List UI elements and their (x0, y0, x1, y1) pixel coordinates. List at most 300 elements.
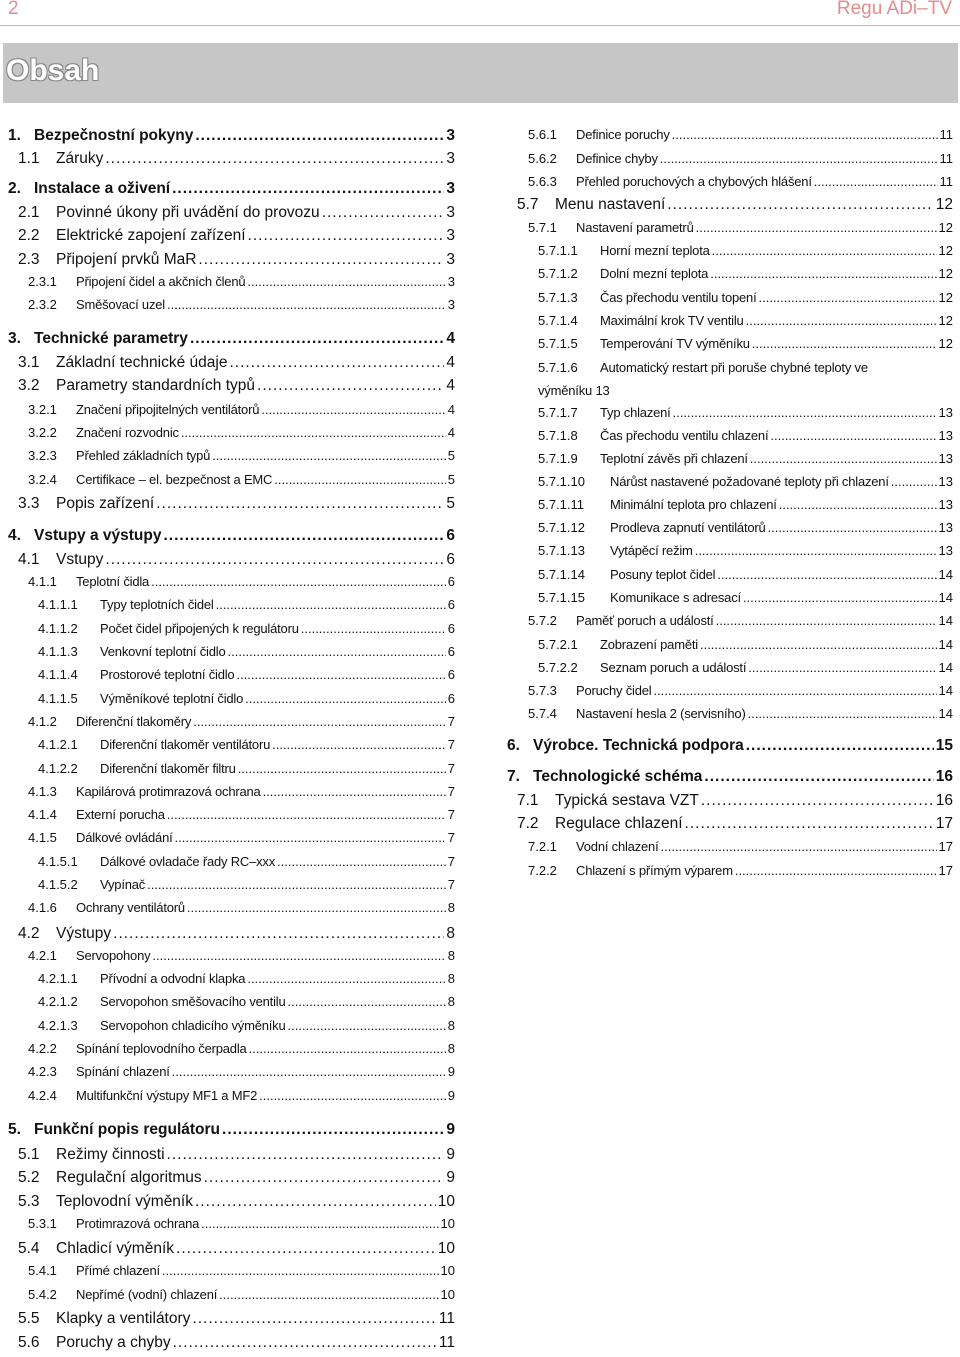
toc-entry[interactable] (538, 266, 953, 281)
toc-entry[interactable] (538, 567, 953, 582)
toc-entry-title: Klapky a ventilátory (56, 1310, 191, 1327)
toc-dot-leader (245, 691, 446, 706)
toc-entry-page: 13 (938, 451, 953, 466)
toc-entry-title: Směšovací uzel (76, 297, 165, 312)
toc-entry-page: 7 (447, 877, 455, 892)
toc-entry-number: 1. (8, 127, 21, 144)
toc-entry-number: 3.2.3 (28, 448, 57, 463)
toc-entry-title: Chlazení s přímým výparem (576, 863, 733, 878)
toc-dot-leader (164, 527, 445, 545)
toc-entry[interactable] (28, 784, 455, 799)
toc-entry[interactable] (18, 551, 455, 569)
toc-entry-number: 5.4.1 (28, 1263, 57, 1278)
toc-entry-page: 9 (446, 1121, 455, 1138)
toc-dot-leader (212, 448, 446, 463)
toc-dot-leader (167, 297, 446, 312)
toc-entry-title: Servopohon směšovacího ventilu (100, 994, 286, 1009)
toc-dot-leader (257, 377, 444, 395)
toc-entry[interactable] (538, 590, 953, 605)
toc-entry-page: 5 (446, 495, 455, 512)
toc-entry[interactable] (28, 402, 455, 417)
toc-entry-number: 7.2 (517, 815, 539, 832)
toc-entry-title: Servopohony (76, 948, 151, 963)
toc-entry[interactable] (8, 180, 455, 198)
toc-entry-number: 3. (8, 330, 21, 347)
toc-entry[interactable] (528, 839, 953, 854)
toc-entry[interactable] (28, 1088, 455, 1103)
toc-entry-number: 4.1.2.2 (38, 761, 78, 776)
toc-entry[interactable] (538, 313, 953, 328)
toc-dot-leader (667, 196, 933, 214)
toc-entry[interactable] (28, 448, 455, 463)
toc-entry[interactable] (528, 863, 953, 878)
toc-entry[interactable] (28, 574, 455, 589)
toc-entry-title: Poruchy čidel (576, 683, 652, 698)
toc-entry-title: Vstupy a výstupy (34, 527, 162, 544)
toc-entry[interactable] (38, 644, 455, 659)
toc-entry[interactable] (538, 383, 953, 398)
toc-entry-number: 4.1.2 (28, 714, 57, 729)
toc-entry[interactable] (28, 948, 455, 963)
toc-entry-title: Čas přechodu ventilu chlazení (600, 428, 769, 443)
toc-dot-leader (322, 204, 445, 222)
toc-entry-title: Diferenční tlakoměr filtru (100, 761, 236, 776)
toc-entry-title: Temperování TV výměníku (600, 336, 750, 351)
toc-entry-page: 9 (446, 1146, 455, 1163)
toc-dot-leader (229, 354, 444, 372)
toc-entry-page: 7 (447, 830, 455, 845)
header-rule (0, 25, 960, 26)
toc-entry-title: Přívodní a odvodní klapka (100, 971, 246, 986)
toc-entry[interactable] (28, 1287, 455, 1302)
toc-entry[interactable] (18, 227, 455, 245)
toc-entry[interactable] (28, 297, 455, 312)
toc-entry-title: Záruky (56, 150, 104, 167)
toc-entry-page: 3 (446, 227, 455, 244)
toc-entry-title: Technologické schéma (533, 768, 703, 785)
toc-dot-leader (216, 597, 446, 612)
toc-entry[interactable] (517, 196, 953, 214)
toc-entry[interactable] (18, 925, 455, 943)
toc-entry-number: 5.7.1.11 (538, 497, 585, 512)
toc-entry-page: 8 (447, 948, 455, 963)
toc-entry-number: 5.7.1.15 (538, 590, 585, 605)
toc-dot-leader (175, 830, 446, 845)
toc-entry-page: 10 (440, 1287, 455, 1302)
toc-entry-number: 5.2 (18, 1169, 40, 1186)
toc-entry-title: Značení rozvodnic (76, 425, 179, 440)
toc-dot-leader (198, 251, 444, 269)
toc-entry[interactable] (38, 971, 455, 986)
toc-dot-leader (219, 1287, 438, 1302)
toc-entry-title: Typy teplotních čidel (100, 597, 214, 612)
toc-entry[interactable] (38, 761, 455, 776)
toc-entry[interactable] (18, 1240, 455, 1258)
toc-entry-number: 4.2.1.2 (38, 994, 78, 1009)
toc-dot-leader (195, 127, 444, 145)
toc-entry-title: Minimální teplota pro chlazení (610, 497, 777, 512)
toc-entry[interactable] (28, 1263, 455, 1278)
toc-dot-leader (272, 737, 446, 752)
toc-entry[interactable] (18, 1334, 455, 1352)
toc-entry[interactable] (18, 1146, 455, 1164)
toc-dot-leader (704, 768, 933, 786)
toc-dot-leader (712, 243, 937, 258)
toc-entry-number: 2.2 (18, 227, 40, 244)
toc-entry-page: 11 (438, 1310, 455, 1327)
toc-entry-page: 13 (938, 428, 953, 443)
toc-entry-title: Typ chlazení (600, 405, 671, 420)
toc-entry-title: Komunikace s adresací (610, 590, 741, 605)
toc-dot-leader (247, 274, 445, 289)
toc-entry-number: 4.1.4 (28, 807, 57, 822)
toc-entry-title: Servopohon chladicího výměníku (100, 1018, 286, 1033)
toc-entry-title: Bezpečnostní pokyny (34, 127, 194, 144)
toc-entry-page: 17 (938, 839, 953, 854)
toc-entry-page: 16 (935, 768, 953, 785)
toc-entry-title: Vstupy (56, 551, 104, 568)
toc-entry-title: Připojení prvků MaR (56, 251, 197, 268)
toc-dot-leader (814, 174, 938, 189)
toc-dot-leader (113, 925, 444, 943)
toc-entry-title: Chladicí výměník (56, 1240, 175, 1257)
toc-entry-page: 4 (446, 354, 455, 371)
toc-entry[interactable] (8, 527, 455, 545)
toc-entry-page: 3 (446, 127, 455, 144)
toc-entry[interactable] (38, 854, 455, 869)
toc-dot-leader (193, 714, 446, 729)
toc-entry-number: 4.2.4 (28, 1088, 57, 1103)
toc-entry-number: 5.6 (18, 1334, 40, 1351)
toc-entry-number: 5.7.1.5 (538, 336, 578, 351)
toc-entry-title: Definice chyby (576, 151, 658, 166)
toc-entry[interactable] (38, 597, 455, 612)
toc-dot-leader (672, 127, 938, 142)
toc-entry-number: 4.1.1.3 (38, 644, 78, 659)
toc-entry-number: 4.2.1.1 (38, 971, 78, 986)
toc-entry[interactable] (38, 667, 455, 682)
toc-entry[interactable] (38, 691, 455, 706)
toc-dot-leader (673, 405, 937, 420)
toc-dot-leader (147, 877, 446, 892)
toc-entry[interactable] (28, 830, 455, 845)
toc-entry[interactable] (538, 660, 953, 675)
toc-entry-number: 7. (507, 768, 520, 785)
toc-entry-number: 4.1.1.4 (38, 667, 78, 682)
toc-entry-page: 16 (935, 792, 953, 809)
toc-entry-title: Prodleva zapnutí ventilátorů (610, 520, 766, 535)
toc-entry[interactable] (528, 151, 953, 166)
toc-entry-page: 6 (446, 551, 455, 568)
toc-entry-number: 4.1.2.1 (38, 737, 78, 752)
toc-entry-page: 12 (938, 336, 953, 351)
toc-entry[interactable] (18, 204, 455, 222)
toc-entry-page: 8 (447, 1041, 455, 1056)
toc-entry-title: Výměníkové teplotní čidlo (100, 691, 244, 706)
toc-dot-leader (259, 1088, 446, 1103)
toc-entry[interactable] (28, 714, 455, 729)
toc-entry-page: 12 (938, 290, 953, 305)
toc-entry-title: Popis zařízení (56, 495, 155, 512)
toc-entry-title: Kapilárová protimrazová ochrana (76, 784, 261, 799)
toc-entry-number: 5.7.1.8 (538, 428, 578, 443)
toc-entry-number: 5.3 (18, 1193, 40, 1210)
toc-entry[interactable] (8, 1121, 455, 1139)
toc-dot-leader (247, 971, 445, 986)
toc-entry-page: 7 (447, 737, 455, 752)
toc-entry[interactable] (538, 497, 953, 512)
toc-entry-page: 15 (935, 737, 953, 754)
toc-dot-leader (743, 590, 937, 605)
toc-entry-page: 11 (438, 1334, 455, 1351)
toc-entry-title: Základní technické údaje (56, 354, 228, 371)
toc-entry-title: Menu nastavení (555, 196, 666, 213)
toc-entry[interactable] (28, 274, 455, 289)
toc-entry-title: Přehled poruchových a chybových hlášení (576, 174, 812, 189)
toc-entry-number: 5.7.1.10 (538, 474, 585, 489)
toc-dot-leader (228, 644, 446, 659)
toc-entry-page: 3 (446, 150, 455, 167)
toc-entry-number: 7.2.1 (528, 839, 557, 854)
toc-entry-page: 6 (447, 597, 455, 612)
toc-entry-page: 5 (447, 448, 455, 463)
toc-entry[interactable] (538, 543, 953, 558)
toc-entry-number: 3.2.4 (28, 472, 57, 487)
toc-entry-title: výměníku 13 (538, 383, 610, 398)
toc-entry[interactable] (528, 683, 953, 698)
toc-entry[interactable] (38, 621, 455, 636)
toc-dot-leader (105, 551, 444, 569)
toc-entry-title: Paměť poruch a událostí (576, 613, 714, 628)
toc-entry-page: 3 (446, 204, 455, 221)
toc-dot-leader (717, 567, 936, 582)
toc-entry-title: Spínání teplovodního čerpadla (76, 1041, 247, 1056)
toc-dot-leader (151, 574, 446, 589)
toc-dot-leader (167, 1146, 445, 1164)
toc-entry-number: 4.1 (18, 551, 40, 568)
toc-entry[interactable] (18, 1169, 455, 1187)
toc-dot-leader (288, 1018, 446, 1033)
toc-entry[interactable] (38, 737, 455, 752)
toc-dot-leader (274, 472, 446, 487)
toc-entry-number: 5.4.2 (28, 1287, 57, 1302)
toc-entry-page: 10 (440, 1216, 455, 1231)
toc-entry-page: 13 (938, 543, 953, 558)
toc-entry-title: Seznam poruch a událostí (600, 660, 747, 675)
toc-entry-page: 13 (938, 474, 953, 489)
toc-entry-title: Elektrické zapojení zařízení (56, 227, 246, 244)
toc-entry-page: 11 (939, 174, 953, 189)
toc-entry-number: 2.3 (18, 251, 40, 268)
toc-entry-page: 9 (446, 1169, 455, 1186)
toc-entry-title: Parametry standardních typů (56, 377, 256, 394)
toc-dot-leader (248, 227, 445, 245)
toc-entry-number: 5.7.1.2 (538, 266, 578, 281)
toc-dot-leader (204, 1169, 445, 1187)
toc-entry[interactable] (538, 520, 953, 535)
toc-entry-page: 3 (447, 274, 455, 289)
toc-entry-page: 6 (447, 621, 455, 636)
toc-entry[interactable] (18, 495, 455, 513)
toc-entry[interactable] (28, 472, 455, 487)
toc-dot-leader (277, 854, 446, 869)
toc-entry-number: 2.1 (18, 204, 40, 221)
toc-entry[interactable] (38, 994, 455, 1009)
toc-dot-leader (695, 543, 937, 558)
toc-entry-page: 5 (447, 472, 455, 487)
toc-entry-title: Počet čidel připojených k regulátoru (100, 621, 299, 636)
toc-dot-leader (735, 863, 937, 878)
toc-dot-leader (172, 180, 444, 198)
toc-entry-title: Dálkové ovládání (76, 830, 173, 845)
toc-entry-number: 2.3.1 (28, 274, 57, 289)
toc-entry[interactable] (507, 737, 953, 755)
toc-entry-number: 5. (8, 1121, 21, 1138)
toc-entry-title: Čas přechodu ventilu topení (600, 290, 757, 305)
toc-entry-title: Spínání chlazení (76, 1064, 170, 1079)
toc-entry-page: 7 (447, 761, 455, 776)
toc-dot-leader (156, 495, 444, 513)
toc-entry[interactable] (528, 127, 953, 142)
toc-entry[interactable] (528, 706, 953, 721)
toc-entry-title: Regulace chlazení (555, 815, 683, 832)
toc-entry-page: 3 (447, 297, 455, 312)
toc-entry[interactable] (18, 1310, 455, 1328)
toc-entry[interactable] (538, 474, 953, 489)
toc-entry[interactable] (8, 127, 455, 145)
toc-dot-leader (236, 667, 445, 682)
toc-entry[interactable] (38, 877, 455, 892)
toc-entry[interactable] (28, 425, 455, 440)
toc-entry-page: 8 (447, 971, 455, 986)
toc-entry-title: Nárůst nastavené požadované teploty při chlazení (610, 474, 889, 489)
toc-entry-number: 5.7.3 (528, 683, 557, 698)
toc-dot-leader (768, 520, 937, 535)
toc-dot-leader (660, 151, 938, 166)
toc-entry[interactable] (538, 451, 953, 466)
toc-entry-title: Diferenční tlakoměr ventilátoru (100, 737, 271, 752)
toc-entry-number: 7.1 (517, 792, 539, 809)
toc-entry-page: 4 (447, 425, 455, 440)
toc-entry-page: 11 (939, 127, 953, 142)
toc-entry-number: 4.1.1.2 (38, 621, 78, 636)
toc-entry[interactable] (28, 900, 455, 915)
toc-entry-number: 5.7.1.14 (538, 567, 585, 582)
toc-entry-title: Maximální krok TV ventilu (600, 313, 744, 328)
toc-entry-page: 4 (446, 377, 455, 394)
toc-entry-number: 4.1.1 (28, 574, 57, 589)
toc-entry-page: 10 (437, 1240, 455, 1257)
toc-entry[interactable] (538, 405, 953, 420)
toc-entry[interactable] (18, 354, 455, 372)
toc-entry-page: 8 (447, 900, 455, 915)
toc-entry-page: 8 (446, 925, 455, 942)
toc-entry-page: 9 (447, 1064, 455, 1079)
toc-entry-title: Protimrazová ochrana (76, 1216, 200, 1231)
toc-dot-leader (301, 621, 446, 636)
toc-entry-page: 8 (447, 1018, 455, 1033)
toc-entry-page: 14 (938, 590, 953, 605)
toc-entry-page: 6 (447, 574, 455, 589)
toc-dot-leader (661, 839, 937, 854)
toc-entry-page: 14 (938, 706, 953, 721)
toc-entry[interactable] (528, 613, 953, 628)
toc-dot-leader (746, 737, 934, 755)
toc-entry-title: Multifunkční výstupy MF1 a MF2 (76, 1088, 258, 1103)
toc-entry[interactable] (538, 290, 953, 305)
toc-entry[interactable] (28, 1064, 455, 1079)
toc-entry-title: Typická sestava VZT (555, 792, 699, 809)
toc-entry-number: 3.1 (18, 354, 40, 371)
toc-entry[interactable] (38, 1018, 455, 1033)
toc-entry-number: 5.7.1.12 (538, 520, 585, 535)
toc-dot-leader (173, 1334, 437, 1352)
toc-dot-leader (779, 497, 937, 512)
toc-entry[interactable] (28, 1216, 455, 1231)
toc-entry[interactable] (517, 792, 953, 810)
toc-entry[interactable] (528, 174, 953, 189)
toc-entry[interactable] (538, 243, 953, 258)
toc-entry-page: 6 (447, 667, 455, 682)
toc-dot-leader (172, 1064, 446, 1079)
toc-entry[interactable] (8, 330, 455, 348)
header-page-number: 2 (8, 0, 19, 19)
toc-entry-title: Povinné úkony při uvádění do provozu (56, 204, 320, 221)
toc-entry-page: 4 (447, 402, 455, 417)
toc-entry-page: 10 (437, 1193, 455, 1210)
toc-entry-page: 8 (447, 994, 455, 1009)
toc-dot-leader (701, 792, 934, 810)
toc-dot-leader (105, 150, 444, 168)
toc-entry-title: Vytápěcí režim (610, 543, 693, 558)
toc-entry-page: 13 (938, 520, 953, 535)
toc-entry-number: 5.1 (18, 1146, 40, 1163)
toc-entry[interactable] (18, 150, 455, 168)
toc-entry-title: Instalace a oživení (34, 180, 171, 197)
toc-entry[interactable] (538, 336, 953, 351)
toc-dot-leader (750, 451, 937, 466)
toc-entry[interactable] (28, 807, 455, 822)
toc-entry[interactable] (538, 637, 953, 652)
toc-entry-title: Vodní chlazení (576, 839, 659, 854)
toc-entry[interactable] (18, 377, 455, 395)
toc-dot-leader (716, 613, 937, 628)
header-doc-title: Regu ADi–TV (836, 0, 952, 19)
toc-entry[interactable] (517, 815, 953, 833)
toc-entry[interactable] (18, 1193, 455, 1211)
toc-dot-leader (685, 815, 934, 833)
toc-entry[interactable] (538, 428, 953, 443)
toc-dot-leader (263, 784, 446, 799)
toc-entry-title: Vypínač (100, 877, 146, 892)
toc-dot-leader (261, 402, 446, 417)
toc-entry[interactable] (528, 220, 953, 235)
toc-dot-leader (710, 266, 936, 281)
toc-entry-number: 5.7.1.3 (538, 290, 578, 305)
toc-entry-title: Funkční popis regulátoru (34, 1121, 221, 1138)
toc-entry-number: 5.7.1 (528, 220, 557, 235)
toc-entry-page: 12 (935, 196, 953, 213)
toc-entry-number: 7.2.2 (528, 863, 557, 878)
toc-entry[interactable] (507, 768, 953, 786)
toc-entry[interactable] (538, 360, 953, 375)
toc-entry-title: Poruchy a chyby (56, 1334, 171, 1351)
toc-entry[interactable] (18, 251, 455, 269)
toc-entry-number: 5.4 (18, 1240, 40, 1257)
toc-entry[interactable] (28, 1041, 455, 1056)
toc-entry-title: Technické parametry (34, 330, 188, 347)
toc-entry-title: Nepřímé (vodní) chlazení (76, 1287, 218, 1302)
